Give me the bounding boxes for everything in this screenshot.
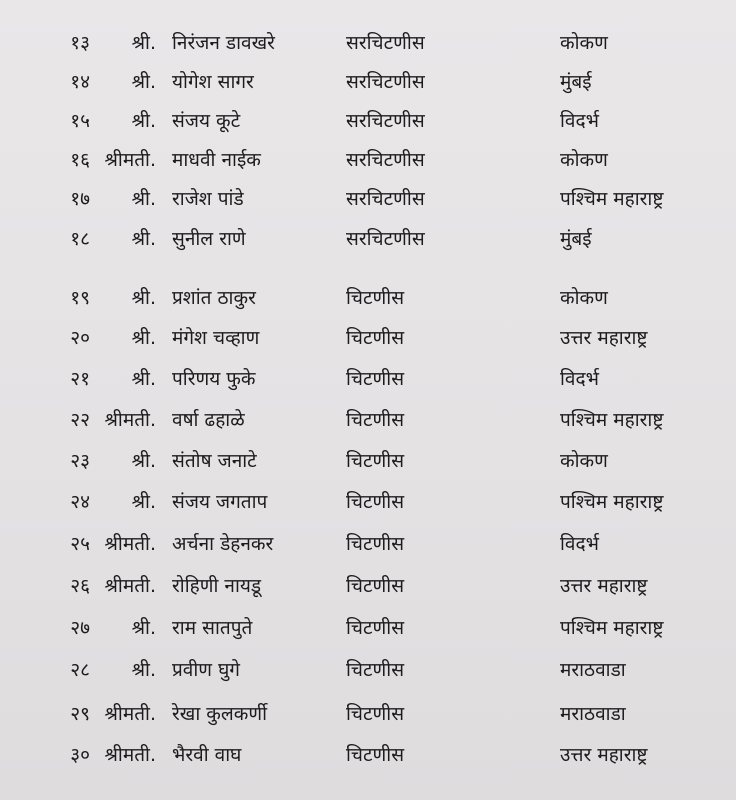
serial-number: १६ <box>70 149 90 171</box>
member-name: संजय कूटे <box>172 110 241 132</box>
region: कोकण <box>560 287 608 309</box>
region: मराठवाडा <box>560 659 626 681</box>
member-name: प्रवीण घुगे <box>172 659 240 681</box>
designation: सरचिटणीस <box>346 71 425 93</box>
region: कोकण <box>560 450 608 472</box>
region: उत्तर महाराष्ट्र <box>560 327 648 349</box>
designation: सरचिटणीस <box>346 32 425 54</box>
member-name: सुनील राणे <box>172 228 246 250</box>
serial-number: १४ <box>70 71 90 93</box>
region: उत्तर महाराष्ट्र <box>560 744 648 766</box>
member-name: निरंजन डावखरे <box>172 32 275 54</box>
serial-number: २२ <box>70 409 90 431</box>
serial-number: २० <box>70 327 90 349</box>
honorific: श्री. <box>131 188 156 210</box>
designation: चिटणीस <box>346 533 405 555</box>
designation: चिटणीस <box>346 659 405 681</box>
member-name: संतोष जनाटे <box>172 450 257 472</box>
list-row <box>0 697 736 731</box>
designation: सरचिटणीस <box>346 228 425 250</box>
region: कोकण <box>560 149 608 171</box>
honorific: श्रीमती. <box>104 744 156 766</box>
designation: चिटणीस <box>346 703 405 725</box>
member-name: राजेश पांडे <box>172 188 244 210</box>
list-row <box>0 222 736 256</box>
designation: चिटणीस <box>346 450 405 472</box>
honorific: श्री. <box>131 659 156 681</box>
member-name: वर्षा ढहाळे <box>172 409 245 431</box>
honorific: श्री. <box>131 450 156 472</box>
designation: चिटणीस <box>346 287 405 309</box>
serial-number: २४ <box>70 491 90 513</box>
honorific: श्री. <box>131 110 156 132</box>
serial-number: २८ <box>70 659 90 681</box>
honorific: श्री. <box>131 327 156 349</box>
region: पश्चिम महाराष्ट्र <box>560 491 664 513</box>
member-name: प्रशांत ठाकुर <box>172 287 256 309</box>
serial-number: २५ <box>70 533 90 555</box>
list-row <box>0 182 736 216</box>
list-row <box>0 653 736 687</box>
member-name: संजय जगताप <box>172 491 268 513</box>
honorific: श्रीमती. <box>104 703 156 725</box>
member-name: मंगेश चव्हाण <box>172 327 260 349</box>
region: विदर्भ <box>560 110 599 132</box>
list-row <box>0 362 736 396</box>
honorific: श्री. <box>131 491 156 513</box>
list-row <box>0 485 736 519</box>
designation: चिटणीस <box>346 491 405 513</box>
region: पश्चिम महाराष्ट्र <box>560 188 664 210</box>
honorific: श्री. <box>131 71 156 93</box>
honorific: श्रीमती. <box>104 575 156 597</box>
serial-number: ३० <box>70 744 90 766</box>
list-row <box>0 321 736 355</box>
member-name: अर्चना डेहनकर <box>172 533 274 555</box>
designation: चिटणीस <box>346 327 405 349</box>
member-name: राम सातपुते <box>172 617 253 639</box>
region: विदर्भ <box>560 368 599 390</box>
serial-number: २३ <box>70 450 90 472</box>
designation: सरचिटणीस <box>346 149 425 171</box>
region: पश्चिम महाराष्ट्र <box>560 617 664 639</box>
honorific: श्री. <box>131 32 156 54</box>
serial-number: २९ <box>70 703 90 725</box>
list-row <box>0 281 736 315</box>
designation: चिटणीस <box>346 744 405 766</box>
list-row <box>0 527 736 561</box>
list-row <box>0 569 736 603</box>
list-row <box>0 444 736 478</box>
serial-number: १७ <box>70 188 90 210</box>
designation: सरचिटणीस <box>346 188 425 210</box>
honorific: श्रीमती. <box>104 149 156 171</box>
region: पश्चिम महाराष्ट्र <box>560 409 664 431</box>
region: मराठवाडा <box>560 703 626 725</box>
list-row <box>0 611 736 645</box>
region: कोकण <box>560 32 608 54</box>
member-name: रोहिणी नायडू <box>172 575 262 597</box>
region: मुंबई <box>560 71 592 93</box>
region: विदर्भ <box>560 533 599 555</box>
designation: चिटणीस <box>346 575 405 597</box>
list-row <box>0 26 736 60</box>
member-name: परिणय फुके <box>172 368 256 390</box>
designation: चिटणीस <box>346 368 405 390</box>
designation: चिटणीस <box>346 617 405 639</box>
designation: चिटणीस <box>346 409 405 431</box>
serial-number: १३ <box>70 32 90 54</box>
serial-number: १५ <box>70 110 90 132</box>
serial-number: २१ <box>70 368 90 390</box>
member-name: योगेश सागर <box>172 71 254 93</box>
serial-number: २६ <box>70 575 90 597</box>
honorific: श्री. <box>131 617 156 639</box>
member-name: भैरवी वाघ <box>172 744 242 766</box>
list-row <box>0 738 736 772</box>
list-row <box>0 65 736 99</box>
honorific: श्री. <box>131 228 156 250</box>
honorific: श्रीमती. <box>104 533 156 555</box>
honorific: श्री. <box>131 368 156 390</box>
member-name: रेखा कुलकर्णी <box>172 703 267 725</box>
list-row <box>0 104 736 138</box>
region: उत्तर महाराष्ट्र <box>560 575 648 597</box>
honorific: श्रीमती. <box>104 409 156 431</box>
serial-number: २७ <box>70 617 90 639</box>
region: मुंबई <box>560 228 592 250</box>
list-row <box>0 403 736 437</box>
designation: सरचिटणीस <box>346 110 425 132</box>
serial-number: १८ <box>70 228 90 250</box>
serial-number: १९ <box>70 287 90 309</box>
honorific: श्री. <box>131 287 156 309</box>
member-name: माधवी नाईक <box>172 149 261 171</box>
list-row <box>0 143 736 177</box>
